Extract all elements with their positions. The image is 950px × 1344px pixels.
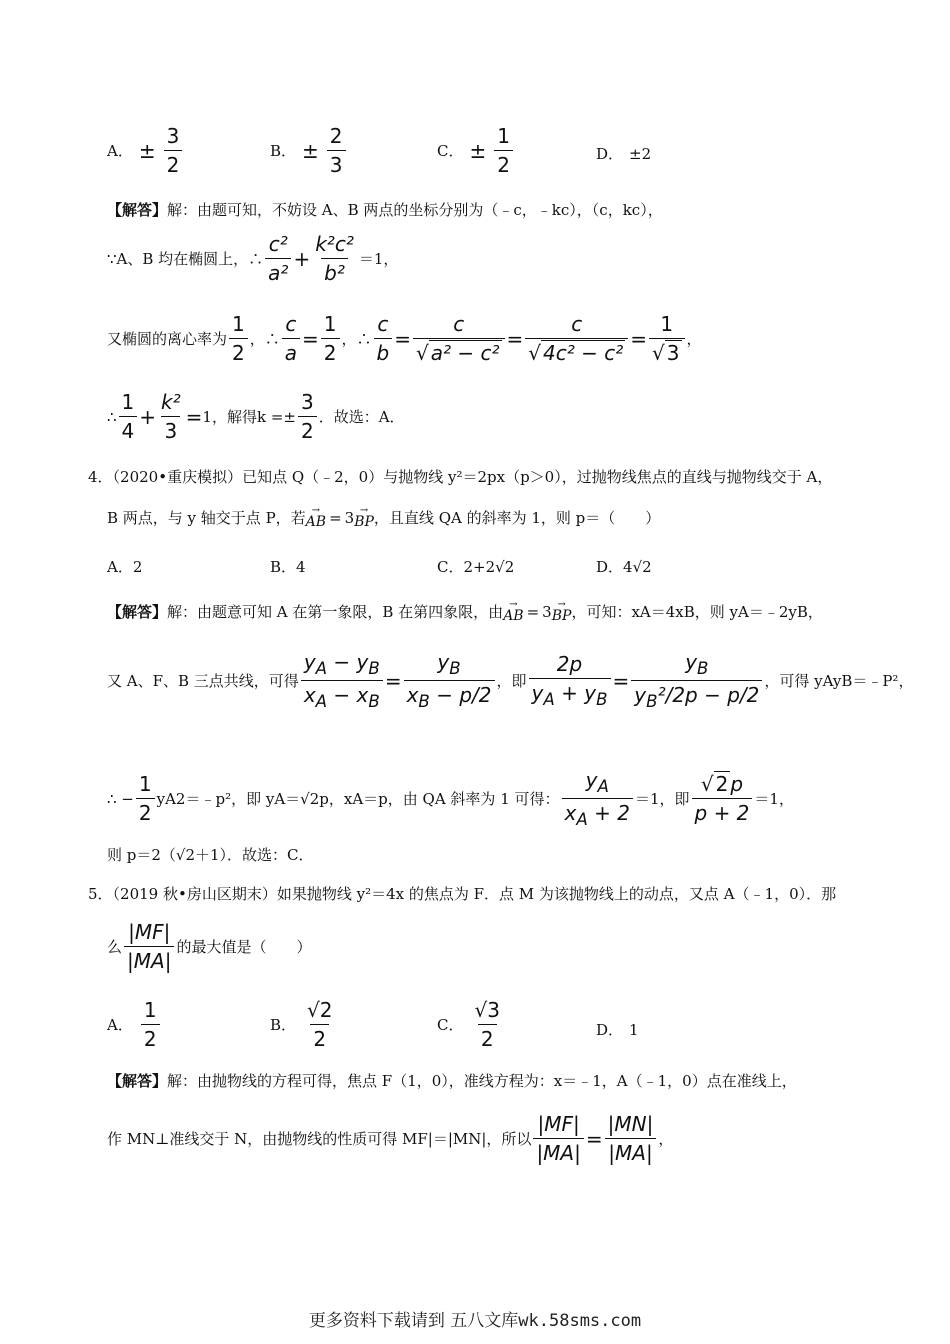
q3-option-d: D． ±2 bbox=[596, 144, 652, 163]
q4-option-c: C．2+2√2 bbox=[437, 558, 515, 576]
q4-answer-line3: ∴ − $\frac{1}{2}$ yA2＝﹣p²，即 yA＝√2p，xA＝p，由 QA 斜率为 1 可得： $\frac{y_A}{x_A + 2}$ ＝1，即 $\frac{√ 2 p}{p + 2}$ ＝1， bbox=[107, 768, 794, 829]
q5-option-b: B． $\frac{√2}{2}$ bbox=[270, 998, 333, 1051]
q3-option-a: A． ± $\frac{3}{2}$ bbox=[107, 124, 184, 177]
q3-option-b: B． ± $\frac{2}{3}$ bbox=[270, 124, 348, 177]
q4-option-a: A．2 bbox=[107, 558, 143, 576]
q5-answer-line2: 作 MN⊥准线交于 N，由抛物线的性质可得 MF|＝|MN|，所以 $\frac{|MF|}{|MA|}$ = $\frac{|MN|}{|MA|}$ ， bbox=[107, 1112, 674, 1165]
q5-answer-line1: 【解答】解：由抛物线的方程可得，焦点 F（1，0），准线方程为：x＝﹣1，A（﹣1，0）点在准线上， bbox=[107, 1072, 797, 1090]
q3-answer-line4: ∴ $\frac{1}{4}$ + $\frac{\text{k²}}{3}$ = 1 ，解得k =± $\frac{3}{2}$ ．故选：A． bbox=[107, 390, 405, 443]
q4-option-d: D．4√2 bbox=[596, 558, 652, 576]
q5-option-c: C． $\frac{√3}{2}$ bbox=[437, 998, 500, 1051]
q3-answer-line1: 【解答】解：由题可知，不妨设 A、B 两点的坐标分别为（﹣c，﹣kc），（c，kc）， bbox=[107, 201, 663, 219]
q4-stem-line1: 4．（2020•重庆模拟）已知点 Q（﹣2，0）与抛物线 y²＝2px（p＞0），过抛物线焦点的直线与抛物线交于 A， bbox=[88, 468, 833, 486]
q5-stem-line2: 么 $\frac{|MF|}{|MA|}$ 的最大值是（ ） bbox=[107, 920, 312, 973]
q3-answer-line3: 又椭圆的离心率为 $\frac{1}{2}$ ，∴ $\frac{c}{a}$ = $\frac{1}{2}$ ，∴ $\frac{c}{b}$ = $\frac{c}{\text{√ a² − c²}}$ = $\frac{c}{\text{√ 4c² − c²}}$ = $\frac{1}{√ 3}$ ， bbox=[107, 312, 702, 365]
q4-option-b: B．4 bbox=[270, 558, 306, 576]
q5-option-d: D． 1 bbox=[596, 1020, 639, 1039]
q4-answer-line1: 【解答】 解：由题意可知 A 在第一象限，B 在第四象限，由 → AB = 3 → BP ，可知：xA＝4xB，则 yA＝﹣2yB， bbox=[107, 599, 823, 624]
q4-stem-line2: B 两点，与 y 轴交于点 P，若 → AB = 3 → BP ，且直线 QA 的斜率为 1，则 p＝（ ） bbox=[107, 505, 661, 530]
footer-watermark: 更多资料下载请到 五八文库wk.58sms.com bbox=[308, 1311, 642, 1331]
q4-answer-line4: 则 p＝2（√2＋1）．故选：C． bbox=[107, 846, 314, 864]
q5-option-a: A． $\frac{1}{2}$ bbox=[107, 998, 162, 1051]
q3-option-c: C． ± $\frac{1}{2}$ bbox=[437, 124, 515, 177]
q4-answer-line2: 又 A、F、B 三点共线，可得 $\frac{y_A - y_B}{x_A - x_B}$ = $\frac{y_B}{x_B - p/2}$ ，即 $\frac{2p}{y_A + y_B}$ = $\frac{y_B}{y_B^2/2p - p/2}$ ，可得 yAyB＝﹣P²， bbox=[107, 650, 914, 711]
q3-answer-line2: ∵A、B 均在椭圆上，∴ $\frac{\text{c²}}{\text{a²}}$ + $\frac{\text{k²c²}}{\text{b²}}$ ＝1， bbox=[107, 232, 399, 285]
q5-stem-line1: 5．（2019 秋•房山区期末）如果抛物线 y²＝4x 的焦点为 F．点 M 为该抛物线上的动点，又点 A（﹣1，0）．那 bbox=[88, 885, 837, 903]
